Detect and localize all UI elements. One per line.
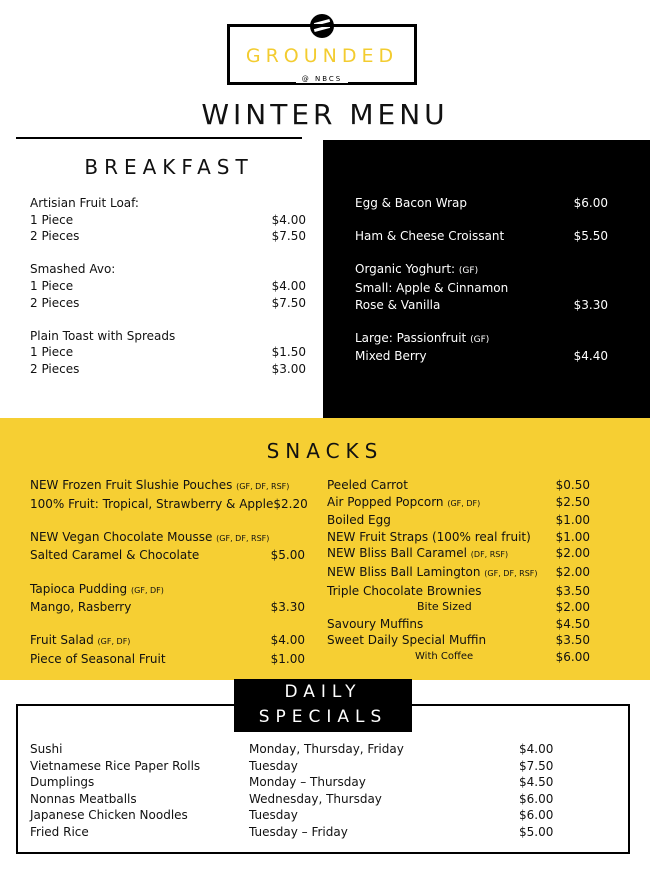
daily-specials-title-line1: DAILY [284, 682, 362, 702]
daily-specials-title-line2: SPECIALS [258, 707, 388, 727]
menu-item: Boiled Egg $1.00 [327, 513, 590, 528]
breakfast-left-list [30, 195, 306, 378]
logo-name: GROUNDED [245, 45, 399, 67]
menu-item: Fruit Salad (GF, DF) $4.00 [30, 633, 305, 648]
table-row: Sushi Monday, Thursday, Friday $4.00 [30, 742, 554, 756]
menu-item: 2 Pieces $3.00 [30, 361, 306, 376]
daily-specials-table [30, 741, 590, 841]
menu-item: Air Popped Popcorn (GF, DF) $2.50 [327, 494, 590, 509]
table-row: Nonnas Meatballs Wednesday, Thursday $6.00 [30, 791, 554, 806]
menu-item: Peeled Carrot $0.50 [327, 478, 590, 492]
menu-item: Bite Sized $2.00 [417, 600, 590, 615]
menu-item: NEW Bliss Ball Caramel (DF, RSF) $2.00 [327, 546, 590, 561]
breakfast-right-panel [323, 140, 650, 418]
snacks-left-list [30, 477, 308, 668]
menu-item: NEW Frozen Fruit Slushie Pouches (GF, DF, RSF) [30, 478, 290, 492]
menu-item: Rose & Vanilla $3.30 [355, 297, 608, 312]
breakfast-right-list [355, 195, 608, 365]
snacks-title: SNACKS [266, 439, 384, 463]
menu-item: 2 Pieces $7.50 [30, 295, 306, 310]
menu-item: Plain Toast with Spreads [30, 328, 176, 343]
menu-item: 100% Fruit: Tropical, Strawberry & Apple $2.20 [30, 496, 308, 511]
menu-item: 1 Piece $4.00 [30, 278, 306, 293]
logo-sub [230, 75, 414, 83]
table-row: Dumplings Monday – Thursday $4.50 [30, 775, 554, 790]
menu-item: NEW Fruit Straps (100% real fruit) $1.00 [327, 529, 590, 544]
menu-item: Egg & Bacon Wrap $6.00 [355, 196, 608, 210]
table-row: Japanese Chicken Noodles Tuesday $6.00 [30, 808, 554, 823]
breakfast-title: BREAKFAST [84, 155, 254, 179]
menu-item: Smashed Avo: [30, 262, 116, 277]
menu-item: Triple Chocolate Brownies $3.50 [327, 583, 590, 598]
title-divider [16, 137, 302, 139]
snacks-section [0, 418, 650, 680]
menu-item: Large: Passionfruit (GF) [355, 330, 490, 345]
menu-item: Salted Caramel & Chocolate $5.00 [30, 548, 305, 563]
menu-item: NEW Bliss Ball Lamington (GF, DF, RSF) $2.00 [327, 564, 590, 579]
table-row: Vietnamese Rice Paper Rolls Tuesday $7.50 [30, 758, 554, 773]
menu-item: 1 Piece $4.00 [30, 212, 306, 227]
table-row: Fried Rice Tuesday – Friday $5.00 [30, 824, 554, 839]
menu-item: Sweet Daily Special Muffin $3.50 [327, 633, 590, 648]
menu-item: Ham & Cheese Croissant $5.50 [355, 229, 608, 244]
menu-item: 1 Piece $1.50 [30, 345, 306, 360]
menu-item: Small: Apple & Cinnamon [355, 280, 509, 295]
menu-item: Mixed Berry $4.40 [355, 349, 608, 364]
menu-item: 2 Pieces $7.50 [30, 229, 306, 244]
menu-item: Tapioca Pudding (GF, DF) [30, 581, 164, 596]
menu-item: Piece of Seasonal Fruit $1.00 [30, 651, 305, 666]
menu-item: Mango, Rasberry $3.30 [30, 600, 305, 615]
daily-specials-title [234, 679, 412, 732]
menu-item: Savoury Muffins $4.50 [327, 616, 590, 631]
logo-sub-text: @ NBCS [296, 75, 348, 83]
menu-item: With Coffee $6.00 [415, 649, 590, 664]
logo [227, 24, 417, 85]
menu-item: Organic Yoghurt: (GF) [355, 262, 479, 277]
page-title: WINTER MENU [201, 98, 449, 131]
menu-item: NEW Vegan Chocolate Mousse (GF, DF, RSF) [30, 529, 270, 544]
menu-item: Artisian Fruit Loaf: [30, 196, 139, 210]
snacks-right-list [327, 477, 590, 666]
